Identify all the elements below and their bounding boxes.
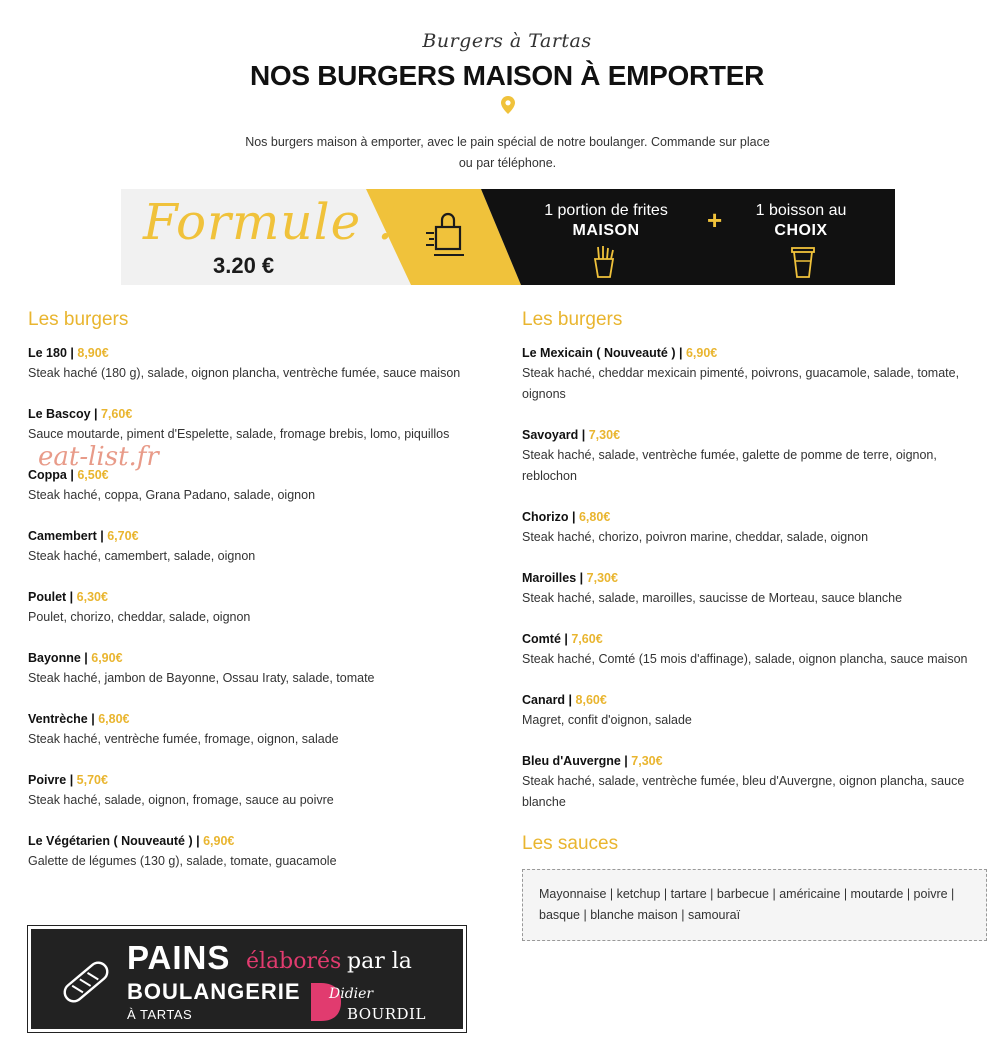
right-burger-list bbox=[522, 343, 982, 813]
menu-item-description: Steak haché, jambon de Bayonne, Ossau Iraty, salade, tomate bbox=[28, 671, 375, 685]
menu-item-name: Le Végétarien ( Nouveauté ) bbox=[28, 834, 193, 848]
menu-item-name: Maroilles bbox=[522, 571, 577, 585]
menu-item-name: Ventrèche bbox=[28, 712, 88, 726]
baguette-icon bbox=[59, 957, 113, 1007]
menu-item bbox=[522, 629, 982, 670]
menu-item-description: Steak haché, chorizo, poivron marine, cheddar, salade, oignon bbox=[522, 530, 869, 544]
menu-item-title bbox=[522, 507, 982, 527]
menu-item-title bbox=[28, 770, 488, 790]
menu-item-title bbox=[28, 587, 488, 607]
offer-drink-line1: 1 boisson au bbox=[755, 202, 847, 219]
menu-item-description: Sauce moutarde, piment d'Espelette, salade, fromage brebis, lomo, piquillos bbox=[28, 427, 450, 441]
menu-item bbox=[28, 587, 488, 628]
menu-item-description: Steak haché, salade, ventrèche fumée, galette de pomme de terre, oignon, reblochon bbox=[522, 448, 937, 483]
pains-text: PAINS bbox=[127, 939, 231, 976]
menu-item bbox=[28, 770, 488, 811]
menu-item-name: Chorizo bbox=[522, 510, 569, 524]
menu-item-name: Poulet bbox=[28, 590, 67, 604]
menu-item-price: 6,90€ bbox=[91, 651, 123, 665]
fries-icon bbox=[591, 245, 617, 279]
menu-item-title bbox=[28, 648, 488, 668]
price-separator: | bbox=[192, 834, 204, 848]
menu-item-description: Steak haché, Comté (15 mois d'affinage), salade, oignon plancha, sauce maison bbox=[522, 652, 968, 666]
price-separator: | bbox=[66, 346, 78, 360]
elabores-text: élaborés bbox=[246, 949, 342, 974]
menu-item-name: Bleu d'Auvergne bbox=[522, 754, 621, 768]
menu-item-title bbox=[522, 425, 982, 445]
price-separator: | bbox=[675, 346, 686, 360]
sauces-heading: Les sauces bbox=[522, 833, 619, 854]
menu-item bbox=[522, 690, 982, 731]
price-separator: | bbox=[576, 571, 587, 585]
menu-item bbox=[28, 831, 488, 872]
menu-item-name: Comté bbox=[522, 632, 561, 646]
menu-item-title bbox=[522, 343, 982, 363]
section-heading: Les burgers bbox=[28, 309, 129, 330]
menu-item bbox=[522, 343, 982, 405]
price-separator: | bbox=[87, 712, 99, 726]
par-la-text: par la bbox=[347, 949, 412, 974]
menu-item-price: 8,60€ bbox=[575, 693, 607, 707]
menu-item-price: 6,50€ bbox=[77, 468, 109, 482]
menu-item-title bbox=[28, 404, 488, 424]
menu-item-title bbox=[28, 526, 488, 546]
menu-item-title bbox=[28, 709, 488, 729]
menu-item-price: 7,60€ bbox=[571, 632, 603, 646]
menu-item-price: 6,80€ bbox=[98, 712, 130, 726]
menu-item bbox=[522, 751, 982, 813]
page-subtitle: Burgers à Tartas bbox=[422, 30, 592, 52]
menu-item-price: 8,90€ bbox=[77, 346, 109, 360]
menu-item-title bbox=[522, 629, 982, 649]
a-tartas-text: À TARTAS bbox=[127, 1007, 193, 1022]
menu-item-description: Steak haché, salade, oignon, fromage, sauce au poivre bbox=[28, 793, 334, 807]
menu-item-name: Coppa bbox=[28, 468, 67, 482]
menu-item-price: 7,30€ bbox=[588, 428, 621, 442]
menu-item bbox=[522, 425, 982, 487]
menu-item-description: Steak haché, salade, maroilles, saucisse de Morteau, sauce blanche bbox=[522, 591, 903, 605]
left-menu-column bbox=[28, 309, 488, 892]
section-heading: Les burgers bbox=[522, 309, 623, 330]
menu-item bbox=[28, 648, 488, 689]
menu-item-description: Steak haché (180 g), salade, oignon plancha, ventrèche fumée, sauce maison bbox=[28, 366, 461, 380]
formule-price: 3.20 € bbox=[213, 253, 275, 278]
menu-item-price: 5,70€ bbox=[76, 773, 108, 787]
menu-item bbox=[28, 709, 488, 750]
drink-cup-icon bbox=[790, 245, 816, 279]
menu-item-name: Le Bascoy bbox=[28, 407, 91, 421]
map-pin-icon bbox=[501, 96, 515, 114]
menu-item-description: Steak haché, cheddar mexicain pimenté, poivrons, guacamole, salade, tomate, oignons bbox=[522, 366, 960, 401]
offer-fries-line1: 1 portion de frites bbox=[544, 202, 668, 219]
menu-item-name: Poivre bbox=[28, 773, 67, 787]
bakery-logo bbox=[28, 926, 466, 1032]
offer-fries-line2: MAISON bbox=[572, 222, 640, 239]
price-separator: | bbox=[620, 754, 632, 768]
boulangerie-text: BOULANGERIE bbox=[127, 979, 301, 1004]
didier-text: Didier bbox=[329, 986, 374, 1002]
price-separator: | bbox=[578, 428, 589, 442]
menu-item-price: 6,30€ bbox=[76, 590, 108, 604]
menu-item-price: 7,60€ bbox=[100, 407, 133, 421]
menu-item-title bbox=[522, 751, 982, 771]
menu-item-price: 6,90€ bbox=[685, 346, 718, 360]
left-burger-list bbox=[28, 343, 488, 872]
menu-item-description: Steak haché, ventrèche fumée, fromage, oignon, salade bbox=[28, 732, 339, 746]
menu-item-description: Steak haché, salade, ventrèche fumée, bleu d'Auvergne, oignon plancha, sauce blanche bbox=[522, 774, 965, 809]
menu-item-description: Steak haché, coppa, Grana Padano, salade, oignon bbox=[28, 488, 316, 502]
plus-sign: + bbox=[707, 205, 723, 235]
menu-item-price: 6,80€ bbox=[578, 510, 611, 524]
menu-item-name: Camembert bbox=[28, 529, 97, 543]
formule-heading: Formule ! bbox=[143, 193, 400, 251]
bourdil-text: BOURDIL bbox=[347, 1005, 426, 1023]
menu-item-title bbox=[28, 343, 488, 363]
price-separator: | bbox=[565, 693, 576, 707]
takeaway-bag-icon bbox=[424, 209, 470, 263]
menu-item-title bbox=[522, 690, 982, 710]
menu-item bbox=[28, 343, 488, 384]
price-separator: | bbox=[568, 510, 579, 524]
menu-item bbox=[28, 526, 488, 567]
formule-banner bbox=[121, 189, 895, 285]
menu-item-price: 6,90€ bbox=[203, 834, 235, 848]
price-separator: | bbox=[96, 529, 108, 543]
menu-item-name: Canard bbox=[522, 693, 566, 707]
right-menu-column bbox=[522, 309, 982, 941]
intro-text: Nos burgers maison à emporter, avec le pain spécial de notre boulanger. Commande sur place ou par téléphone. bbox=[245, 135, 770, 170]
price-separator: | bbox=[80, 651, 92, 665]
price-separator: | bbox=[560, 632, 572, 646]
menu-item-title bbox=[28, 831, 488, 851]
sauces-box: Mayonnaise | ketchup | tartare | barbecue | américaine | moutarde | poivre | basque | blanche maison | samouraï bbox=[522, 869, 987, 941]
menu-item-description: Galette de légumes (130 g), salade, tomate, guacamole bbox=[28, 854, 337, 868]
menu-item bbox=[28, 404, 488, 445]
menu-item-price: 7,30€ bbox=[631, 754, 663, 768]
offer-drink bbox=[736, 201, 866, 241]
menu-item-description: Magret, confit d'oignon, salade bbox=[522, 713, 692, 727]
menu-item-name: Bayonne bbox=[28, 651, 81, 665]
price-separator: | bbox=[90, 407, 101, 421]
menu-item-price: 6,70€ bbox=[107, 529, 139, 543]
price-separator: | bbox=[66, 773, 77, 787]
menu-item bbox=[522, 507, 982, 548]
offer-fries bbox=[526, 201, 686, 241]
price-separator: | bbox=[66, 468, 78, 482]
menu-item-name: Le Mexicain ( Nouveauté ) bbox=[522, 346, 676, 360]
offer-drink-line2: CHOIX bbox=[774, 222, 828, 239]
watermark: eat-list.fr bbox=[38, 442, 159, 472]
menu-item-price: 7,30€ bbox=[586, 571, 618, 585]
page-title: NOS BURGERS MAISON À EMPORTER bbox=[249, 60, 764, 91]
menu-item bbox=[522, 568, 982, 609]
menu-item-description: Steak haché, camembert, salade, oignon bbox=[28, 549, 256, 563]
menu-item-description: Poulet, chorizo, cheddar, salade, oignon bbox=[28, 610, 251, 624]
menu-item-title bbox=[522, 568, 982, 588]
price-separator: | bbox=[66, 590, 77, 604]
menu-item-name: Le 180 bbox=[28, 346, 67, 360]
menu-item-name: Savoyard bbox=[522, 428, 579, 442]
